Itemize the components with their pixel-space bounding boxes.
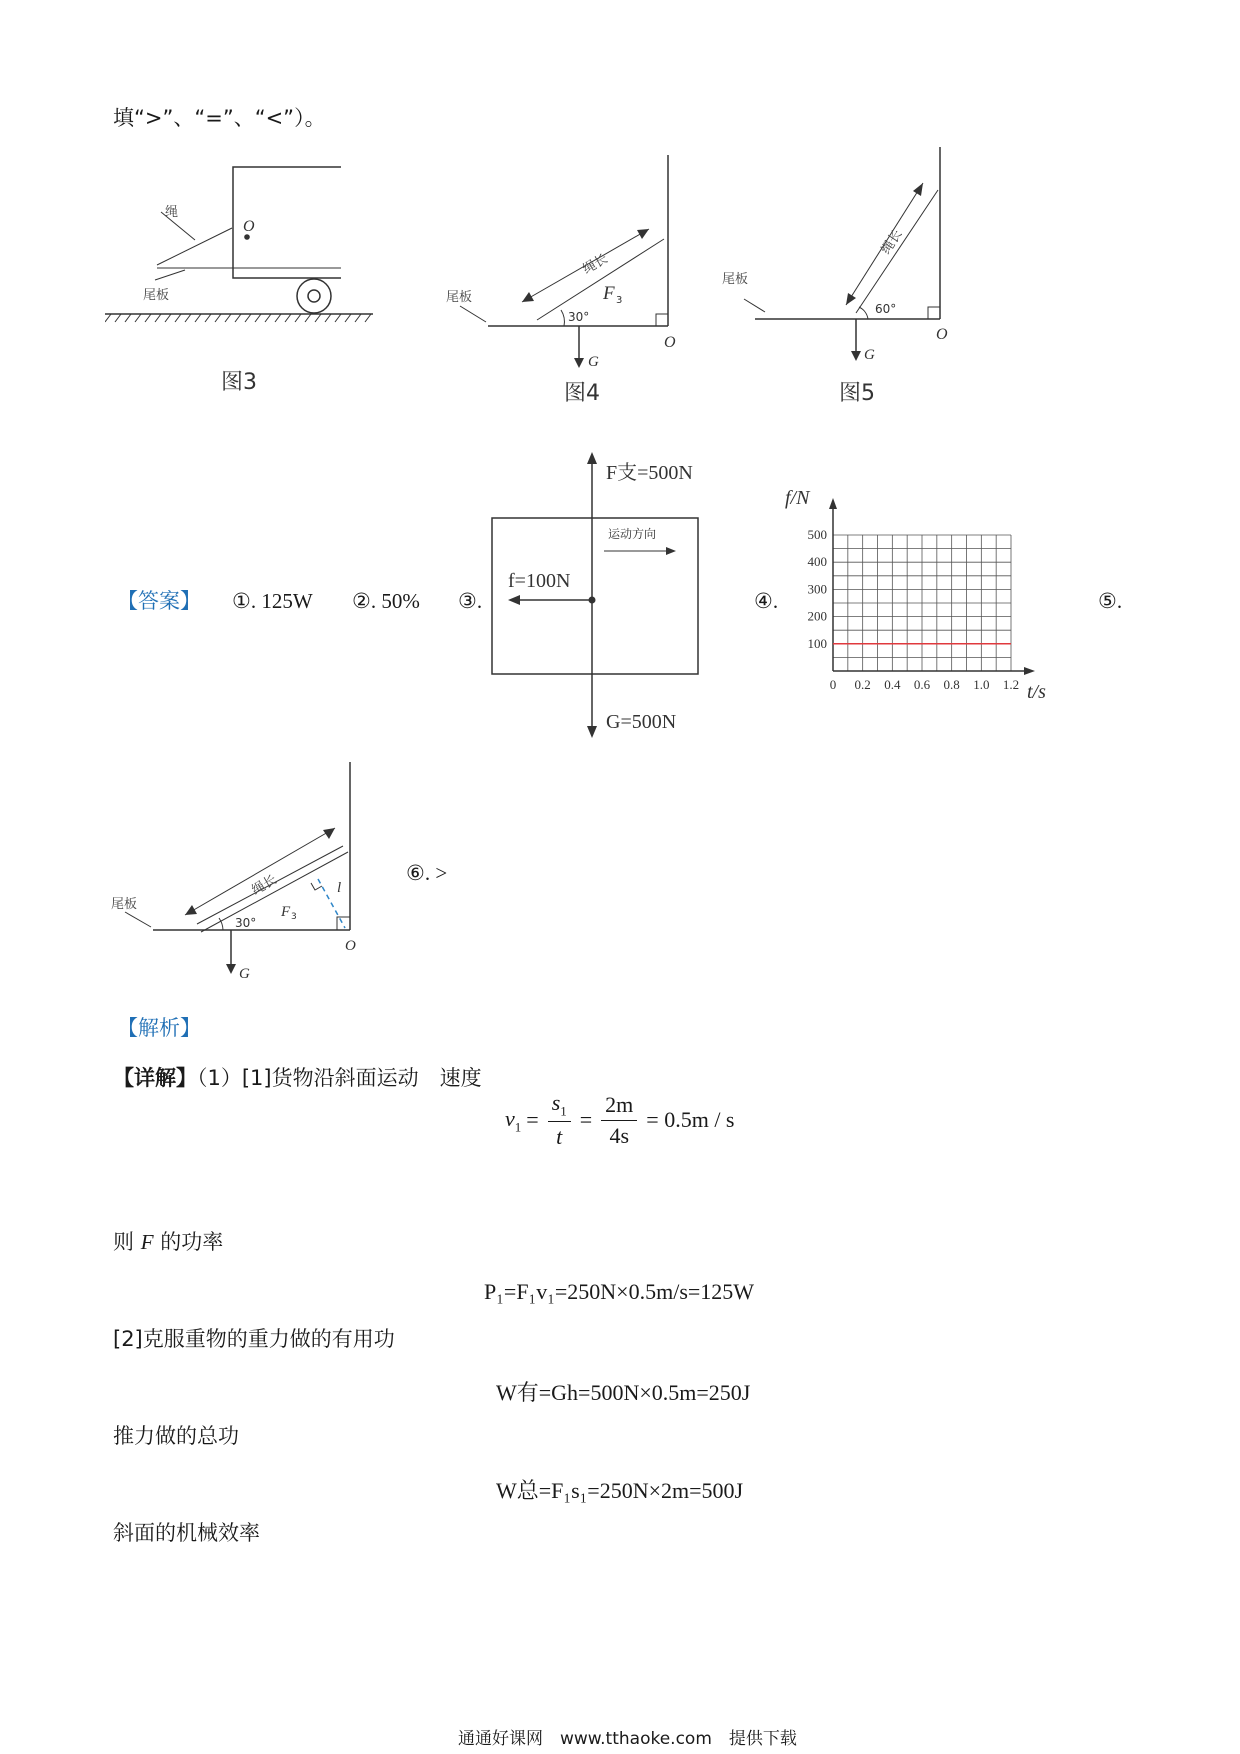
- chart-x-tick-label: 1.2: [1002, 677, 1020, 692]
- answer-item-1: ①. 125W: [232, 589, 313, 613]
- svg-text:G: G: [588, 354, 599, 370]
- chart-y-tick-label: 100: [807, 635, 827, 651]
- chart-y-tick-label: 300: [807, 581, 827, 597]
- equation-useful-work: W有=Gh=500N×0.5m=250J: [496, 1380, 751, 1405]
- friction-force-label: f=100N: [508, 570, 571, 592]
- answer-item-4-number: ④.: [754, 589, 779, 613]
- svg-text:O: O: [664, 334, 676, 351]
- svg-text:F: F: [281, 904, 291, 920]
- gravity-label: G=500N: [606, 711, 677, 733]
- svg-text:G: G: [239, 966, 250, 982]
- chart-y-tick-label: 400: [807, 554, 827, 570]
- figure-3: [105, 148, 385, 348]
- intro-line: 填“>”、“=”、“<”）。: [113, 106, 326, 130]
- detail-line-5: 斜面的机械效率: [113, 1521, 260, 1545]
- chart-x-tick-label: 0.4: [884, 677, 901, 692]
- chart-x-tick-label: 1.0: [973, 677, 990, 692]
- detail-line-1: 【详解】（1）[1]货物沿斜面运动 速度: [113, 1066, 482, 1090]
- svg-text:O: O: [345, 938, 356, 954]
- support-force-label: F支=500N: [606, 462, 693, 484]
- detail-tag: 【详解】: [113, 1066, 197, 1090]
- equation-power: P₁=F₁v₁=250N×0.5m/s=125W: [484, 1279, 755, 1304]
- svg-text:60°: 60°: [875, 302, 897, 316]
- svg-text:F: F: [603, 283, 615, 304]
- svg-text:绳长: 绳长: [580, 251, 611, 278]
- equation-velocity: $v_1$ = $\frac{s_1}{t}$ = $\frac{2m}{4s}$ = 0.5m / s: [505, 1090, 735, 1150]
- chart-y-axis-label: f/N: [785, 487, 810, 509]
- answer-tag: 【答案】: [117, 589, 201, 613]
- answer-item-2: ②. 50%: [352, 589, 420, 613]
- chart-y-tick-label: 500: [807, 527, 827, 542]
- analysis-tag: 【解析】: [117, 1016, 201, 1040]
- answer-item-3-number: ③.: [458, 589, 483, 613]
- equation-total-work: W总=F₁s₁=250N×2m=500J: [496, 1478, 744, 1503]
- svg-text:尾板: 尾板: [143, 288, 170, 303]
- svg-text:l: l: [337, 880, 342, 896]
- svg-text:3: 3: [291, 912, 297, 922]
- answer-item-5-number: ⑤.: [1098, 589, 1123, 613]
- chart-x-axis-label: t/s: [1027, 681, 1046, 703]
- svg-text:绳长: 绳长: [878, 227, 906, 258]
- svg-text:绳: 绳: [165, 205, 179, 220]
- figure-4: [440, 150, 700, 370]
- force-diagram: [490, 450, 750, 745]
- chart-y-axis-arrow: [829, 498, 837, 509]
- chart-y-tick-label: 200: [807, 608, 827, 624]
- figure-5-caption: 图5: [839, 381, 875, 406]
- chart-x-tick-label: 0.2: [854, 677, 871, 692]
- svg-text:3: 3: [616, 295, 623, 306]
- page-footer: 通通好课网 www.tthaoke.com 提供下载: [458, 1729, 797, 1749]
- svg-text:尾板: 尾板: [722, 272, 749, 287]
- answer-item-6: ⑥. >: [406, 861, 448, 885]
- svg-text:O: O: [243, 218, 255, 235]
- figure-6: [105, 760, 375, 1000]
- detail-line-2: 则 F 的功率: [113, 1230, 224, 1254]
- svg-text:绳长: 绳长: [249, 872, 280, 899]
- svg-text:运动方向: 运动方向: [608, 527, 657, 541]
- svg-text:尾板: 尾板: [111, 897, 138, 912]
- svg-text:G: G: [864, 347, 875, 363]
- friction-time-chart: [775, 480, 1075, 710]
- chart-x-tick-label: 0: [829, 677, 837, 692]
- figure-3-caption: 图3: [221, 370, 257, 395]
- detail-line-4: 推力做的总功: [113, 1424, 239, 1448]
- chart-x-tick-label: 0.6: [913, 677, 931, 692]
- svg-text:30°: 30°: [568, 310, 590, 324]
- svg-text:O: O: [936, 326, 948, 343]
- detail-line-3: [2]克服重物的重力做的有用功: [113, 1327, 395, 1351]
- chart-x-axis-arrow: [1024, 667, 1035, 675]
- figure-4-caption: 图4: [564, 381, 600, 406]
- svg-text:30°: 30°: [235, 916, 257, 930]
- chart-x-tick-label: 0.8: [943, 677, 960, 692]
- svg-text:尾板: 尾板: [446, 290, 473, 305]
- figure-5: [710, 145, 970, 370]
